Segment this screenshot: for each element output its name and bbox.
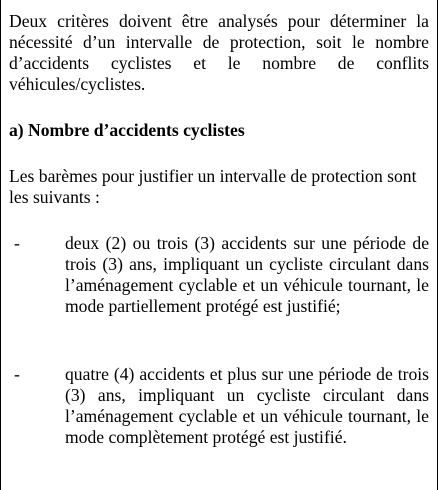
intro-paragraph: Deux critères doivent être analysés pour déterminer la nécessité d’un intervalle de protection, soit le nombre d’accidents cyclistes et le nombre de conflits véhicules/cyclistes. <box>9 11 429 94</box>
section-heading: a) Nombre d’accidents cyclistes <box>9 120 245 140</box>
bullet-dash: - <box>14 364 20 384</box>
lead-paragraph: Les barèmes pour justifier un intervalle de protection sont les suivants : <box>9 166 417 207</box>
list-item-text: deux (2) ou trois (3) accidents sur une période de trois (3) ans, impliquant un cycliste circulant dans l’aménagement cyclable et un véhicule tournant, le mode partiellement protégé est justifié; <box>65 233 429 316</box>
bullet-dash: - <box>14 233 20 253</box>
list-item-text: quatre (4) accidents et plus sur une période de trois (3) ans, impliquant un cycliste circulant dans l’aménagement cyclable et un véhicule tournant, le mode complètement protégé est justifié. <box>65 364 429 447</box>
